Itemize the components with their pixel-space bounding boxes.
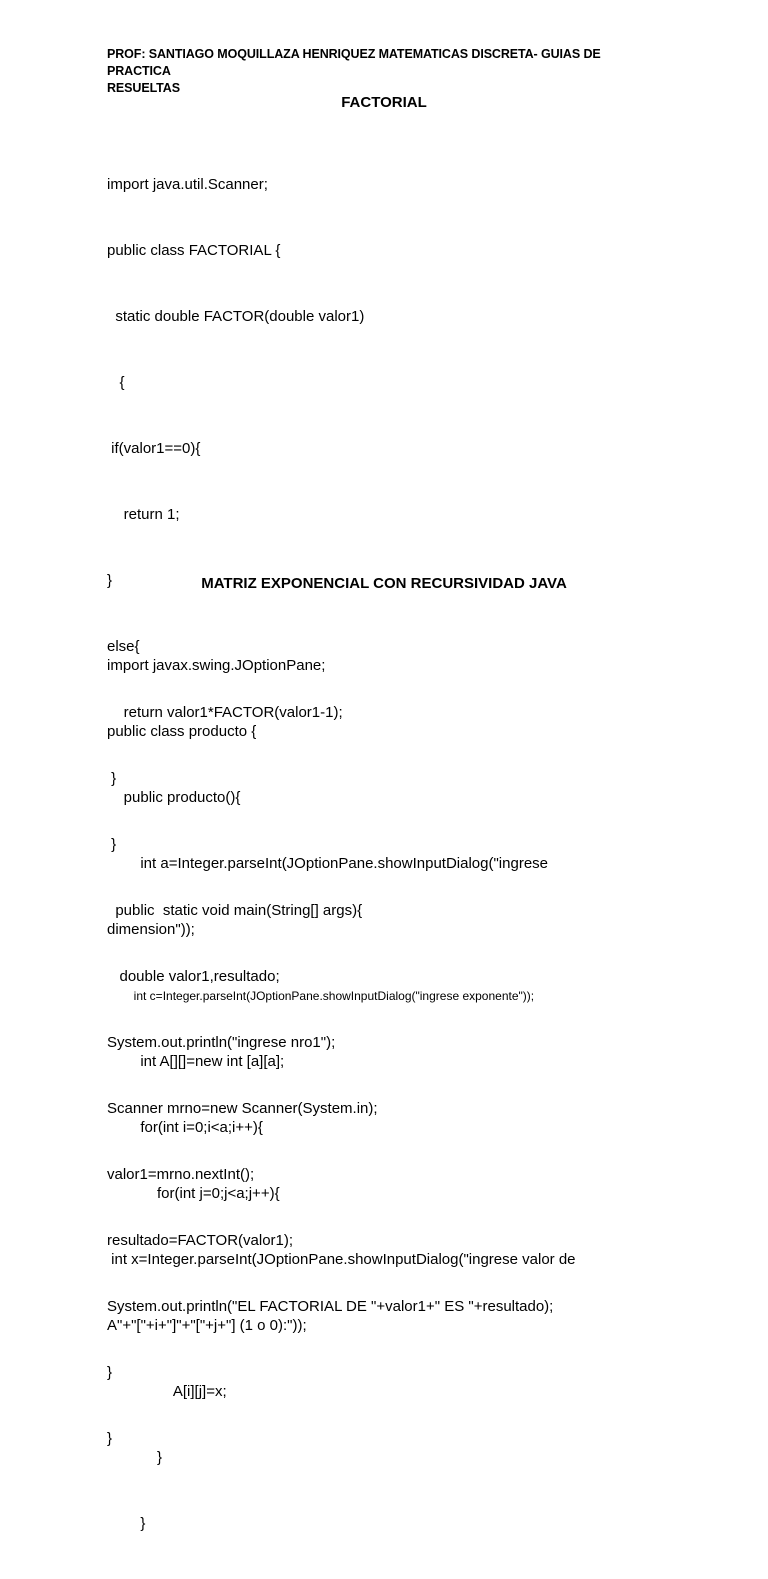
code-block-matriz — [107, 611, 627, 1579]
code-line: public static void main(String[] args){ — [107, 902, 363, 919]
code-line: System.out.println("ingrese nro1"); — [107, 1034, 336, 1051]
code-line: dimension")); — [107, 921, 195, 938]
section-title-factorial: FACTORIAL — [341, 94, 427, 111]
code-line: } — [107, 770, 117, 787]
code-line: resultado=FACTOR(valor1); — [107, 1232, 294, 1249]
code-line: } — [107, 1430, 113, 1447]
header-line-2: RESUELTAS — [107, 81, 180, 95]
code-line: public class FACTORIAL { — [107, 242, 281, 259]
code-line: double valor1,resultado; — [107, 968, 280, 985]
code-line: } — [107, 836, 117, 853]
code-line: static double FACTOR(double valor1) — [107, 308, 365, 325]
header-line-1: PROF: SANTIAGO MOQUILLAZA HENRIQUEZ MATEMATICAS DISCRETA- GUIAS DE PRACTICA — [107, 47, 601, 78]
code-line: A"+"["+i+"]"+"["+j+"] (1 o 0):")); — [107, 1317, 307, 1334]
code-line: if(valor1==0){ — [107, 440, 201, 457]
section-title-matriz: MATRIZ EXPONENCIAL CON RECURSIVIDAD JAVA — [201, 575, 567, 592]
code-line: return 1; — [107, 506, 180, 523]
code-line: } — [107, 1515, 146, 1532]
code-line: System.out.println("EL FACTORIAL DE "+valor1+" ES "+resultado); — [107, 1298, 554, 1315]
code-line: } — [107, 1364, 113, 1381]
code-line: return valor1*FACTOR(valor1-1); — [107, 704, 343, 721]
code-line: int a=Integer.parseInt(JOptionPane.showInputDialog("ingrese — [107, 855, 548, 872]
code-line: } — [107, 572, 113, 589]
code-line: } — [107, 1449, 163, 1466]
code-line: int x=Integer.parseInt(JOptionPane.showInputDialog("ingrese valor de — [107, 1251, 576, 1268]
code-line: public producto(){ — [107, 789, 241, 806]
code-line: int A[][]=new int [a][a]; — [107, 1053, 285, 1070]
code-line: A[i][j]=x; — [107, 1383, 227, 1400]
code-line: public class producto { — [107, 723, 257, 740]
document-header — [107, 46, 667, 97]
code-line: import javax.swing.JOptionPane; — [107, 657, 326, 674]
code-line: valor1=mrno.nextInt(); — [107, 1166, 255, 1183]
code-line: { — [107, 374, 125, 391]
code-line: int c=Integer.parseInt(JOptionPane.showInputDialog("ingrese exponente")); — [107, 989, 535, 1003]
code-line: for(int i=0;i<a;i++){ — [107, 1119, 263, 1136]
code-line: for(int j=0;j<a;j++){ — [107, 1185, 280, 1202]
code-line: import java.util.Scanner; — [107, 176, 268, 193]
code-line: Scanner mrno=new Scanner(System.in); — [107, 1100, 378, 1117]
code-line: else{ — [107, 638, 140, 655]
